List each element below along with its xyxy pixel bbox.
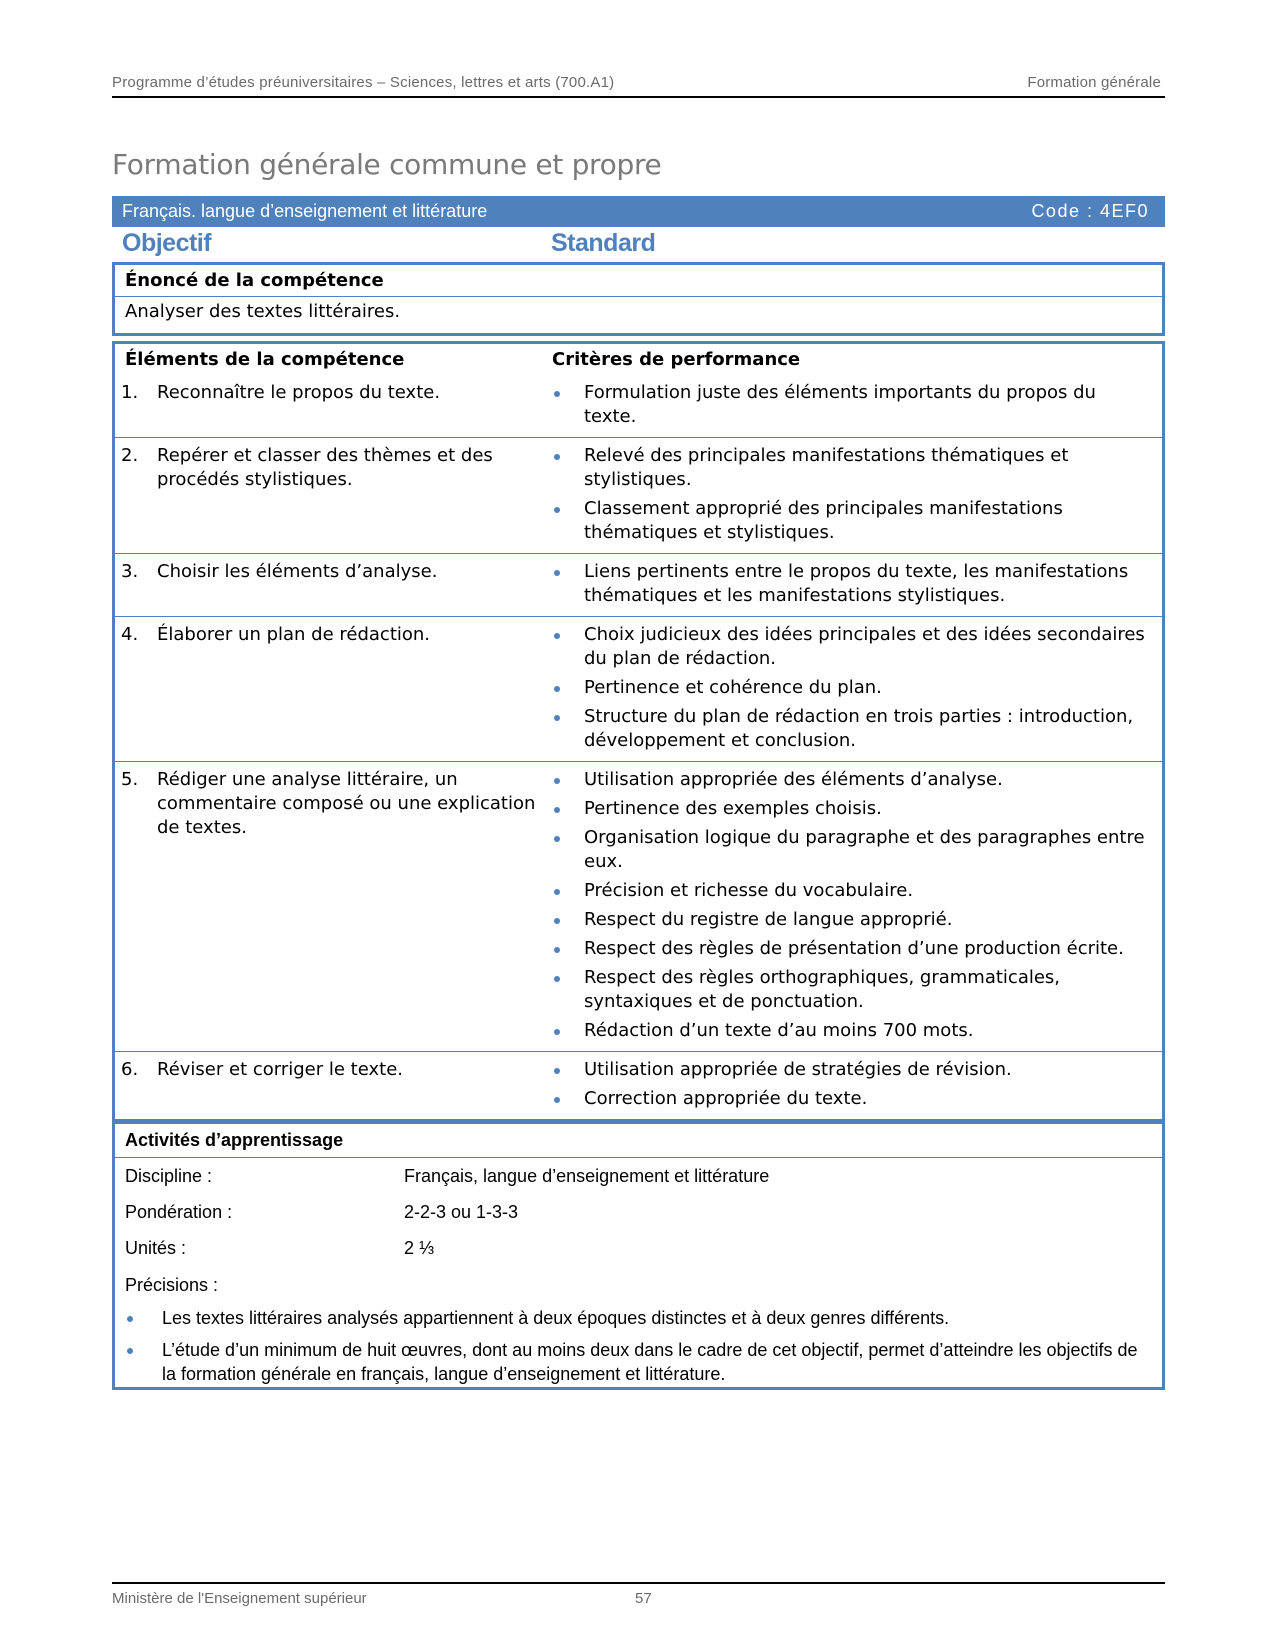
element-cell [115,554,542,616]
criteria-cell [542,554,1162,616]
criterion-text: Structure du plan de rédaction en trois parties : introduction, développement et conclusion. [584,706,1134,751]
element-number: 3. [121,561,139,582]
objective-heading: Objectif [122,229,212,257]
list-item [542,1087,1162,1111]
activities-heading: Activités d’apprentissage [125,1130,344,1150]
criterion-text: Utilisation appropriée des éléments d’analyse. [584,769,1003,790]
criteria-cell [542,375,1162,437]
bullet-icon [554,1068,560,1074]
page-header [112,74,1165,98]
elements-table [112,341,1165,1122]
precision-text: L’étude d’un minimum de huit œuvres, dont au moins deux dans le cadre de cet objectif, permet d’atteindre les objectifs de la formation générale en français, langue d’enseignement et littérature. [162,1340,1138,1384]
elements-table-header [115,344,1162,375]
list-item [542,705,1162,753]
list-item [115,1338,1162,1386]
bullet-icon [127,1316,133,1322]
page-number: 57 [635,1590,652,1607]
list-item [115,1306,1162,1330]
bullet-icon [554,807,560,813]
criterion-text: Pertinence des exemples choisis. [584,798,882,819]
bullet-icon [554,918,560,924]
criterion-text: Précision et richesse du vocabulaire. [584,880,914,901]
element-number: 1. [121,382,139,403]
criterion-text: Liens pertinents entre le propos du texte, les manifestations thématiques et les manifestations stylistiques. [584,561,1129,606]
bullet-icon [554,1097,560,1103]
element-cell [115,762,542,1051]
criterion-text: Formulation juste des éléments importants du propos du texte. [584,382,1096,427]
table-row [115,1051,1162,1119]
list-item [542,623,1162,671]
field-label: Unités : [125,1238,187,1258]
table-row [115,437,1162,553]
standard-heading: Standard [551,229,656,257]
table-row [115,375,1162,437]
activities-body [115,1157,1162,1386]
bullet-icon [554,976,560,982]
field-value: 2 ⅓ [404,1238,435,1258]
course-code: Code : 4EF0 [1031,201,1149,221]
criteria-cell [542,438,1162,553]
list-item [542,826,1162,874]
list-item [542,937,1162,961]
section-name: Formation générale [1027,74,1161,91]
criteria-cell [542,617,1162,761]
criterion-text: Classement approprié des principales manifestations thématiques et stylistiques. [584,498,1063,543]
criterion-text: Pertinence et cohérence du plan. [584,677,882,698]
field-label: Discipline : [125,1166,213,1186]
criterion-text: Respect du registre de langue approprié. [584,909,953,930]
element-number: 6. [121,1059,139,1080]
list-item [542,497,1162,545]
element-text: Reconnaître le propos du texte. [157,382,441,403]
list-item [542,879,1162,903]
field-label: Pondération : [125,1202,233,1222]
program-name: Programme d’études préuniversitaires – Sciences, lettres et arts (700.A1) [112,74,615,91]
table-row [115,616,1162,761]
criterion-text: Rédaction d’un texte d’au moins 700 mots. [584,1020,974,1041]
page-title: Formation générale commune et propre [112,148,662,181]
bullet-icon [554,715,560,721]
criterion-text: Respect des règles de présentation d’une production écrite. [584,938,1124,959]
enonce-text: Analyser des textes littéraires. [115,296,1162,333]
criterion-text: Choix judicieux des idées principales et des idées secondaires du plan de rédaction. [584,624,1145,669]
criteria-cell [542,1052,1162,1119]
list-item [542,1019,1162,1043]
activity-field [115,1200,1162,1236]
list-item [542,908,1162,932]
element-number: 4. [121,624,139,645]
enonce-heading: Énoncé de la compétence [125,270,384,291]
course-bar [112,196,1165,227]
table-row [115,761,1162,1051]
criterion-text: Relevé des principales manifestations thématiques et stylistiques. [584,445,1069,490]
list-item [542,797,1162,821]
list-item [542,676,1162,700]
bullet-icon [554,633,560,639]
bullet-icon [554,836,560,842]
bullet-icon [554,391,560,397]
bullet-icon [554,570,560,576]
criteria-cell [542,762,1162,1051]
elements-heading: Éléments de la compétence [125,349,405,370]
criterion-text: Organisation logique du paragraphe et des paragraphes entre eux. [584,827,1145,872]
element-text: Élaborer un plan de rédaction. [157,624,431,645]
list-item [542,381,1162,429]
element-text: Réviser et corriger le texte. [157,1059,403,1080]
bullet-icon [554,686,560,692]
criterion-text: Correction appropriée du texte. [584,1088,868,1109]
list-item [542,1058,1162,1082]
precisions-label: Précisions : [125,1275,219,1295]
element-text: Choisir les éléments d’analyse. [157,561,438,582]
element-text: Rédiger une analyse littéraire, un commentaire composé ou une explication de textes. [157,769,536,838]
column-headings [112,229,1165,261]
element-text: Repérer et classer des thèmes et des procédés stylistiques. [157,445,493,490]
activity-field [115,1236,1162,1272]
field-value: Français, langue d’enseignement et littérature [404,1166,770,1186]
list-item [542,444,1162,492]
ministry-name: Ministère de l'Enseignement supérieur [112,1590,367,1607]
page-footer [112,1582,1165,1607]
activities-box [112,1121,1165,1390]
criterion-text: Respect des règles orthographiques, grammaticales, syntaxiques et de ponctuation. [584,967,1061,1012]
bullet-icon [554,454,560,460]
element-number: 5. [121,769,139,790]
element-cell [115,375,542,437]
field-value: 2-2-3 ou 1-3-3 [404,1202,519,1222]
criterion-text: Utilisation appropriée de stratégies de révision. [584,1059,1012,1080]
bullet-icon [554,1029,560,1035]
element-cell [115,1052,542,1119]
list-item [542,966,1162,1014]
bullet-icon [554,889,560,895]
bullet-icon [554,507,560,513]
element-cell [115,438,542,553]
element-number: 2. [121,445,139,466]
element-cell [115,617,542,761]
activity-field [115,1164,1162,1200]
bullet-icon [127,1348,133,1354]
precision-text: Les textes littéraires analysés appartiennent à deux époques distinctes et à deux genres différents. [162,1308,950,1328]
criteria-heading: Critères de performance [552,349,801,370]
table-row [115,553,1162,616]
list-item [542,768,1162,792]
course-name: Français. langue d’enseignement et littérature [122,201,488,221]
bullet-icon [554,947,560,953]
enonce-box [112,262,1165,336]
list-item [542,560,1162,608]
bullet-icon [554,778,560,784]
